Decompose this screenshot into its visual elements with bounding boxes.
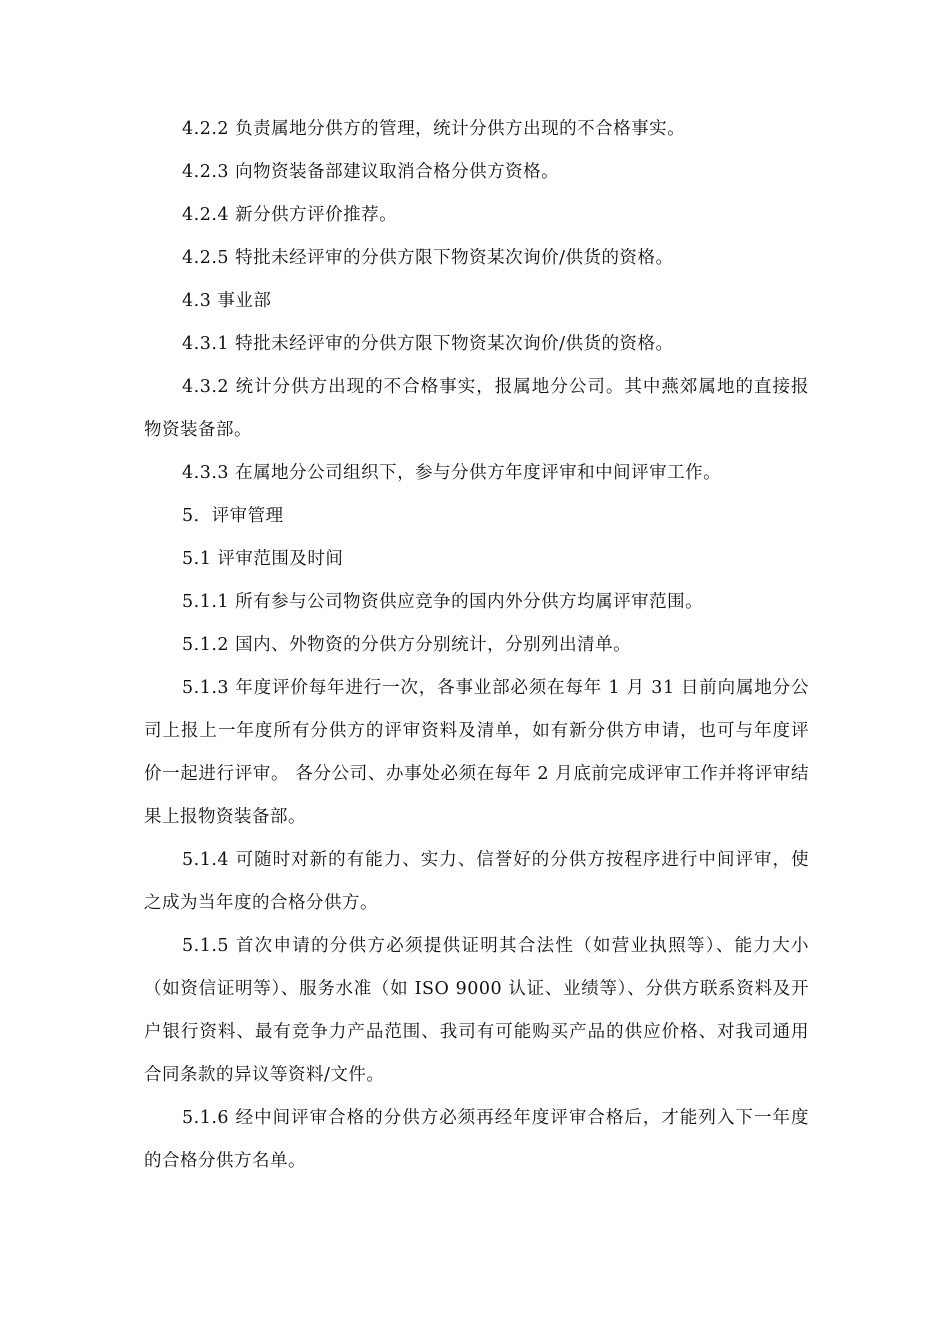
paragraph-4-2-5: 4.2.5 特批未经评审的分供方限下物资某次询价/供货的资格。 [182, 248, 674, 268]
document-body [144, 108, 809, 1183]
paragraph-4-3-1: 4.3.1 特批未经评审的分供方限下物资某次询价/供货的资格。 [182, 334, 674, 354]
paragraph-4-3-2: 4.3.2 统计分供方出现的不合格事实，报属地分公司。其中燕郊属地的直接报物资装备部。 [144, 377, 809, 440]
paragraph-5-1-4: 5.1.4 可随时对新的有能力、实力、信誉好的分供方按程序进行中间评审，使之成为当年度的合格分供方。 [144, 850, 809, 913]
paragraph-5-1-2: 5.1.2 国内、外物资的分供方分别统计，分别列出清单。 [182, 635, 632, 655]
paragraph-5-1-6: 5.1.6 经中间评审合格的分供方必须再经年度评审合格后，才能列入下一年度的合格分供方名单。 [144, 1108, 809, 1171]
paragraph-4-3-3: 4.3.3 在属地分公司组织下，参与分供方年度评审和中间评审工作。 [182, 463, 722, 483]
paragraph-5-1-1: 5.1.1 所有参与公司物资供应竞争的国内外分供方均属评审范围。 [182, 592, 704, 612]
paragraph-5-1-5: 5.1.5 首次申请的分供方必须提供证明其合法性（如营业执照等）、能力大小（如资信证明等）、服务水准（如 ISO 9000 认证、业绩等）、分供方联系资料及开户银行资料、最有竞争力产品范围、我司有可能购买产品的供应价格、对我司通用合同条款的异议等资料/文件。 [144, 936, 809, 1085]
section-heading-5: 5．评审管理 [182, 506, 284, 526]
paragraph-4-2-2: 4.2.2 负责属地分供方的管理，统计分供方出现的不合格事实。 [182, 119, 686, 139]
paragraph-5-1-3: 5.1.3 年度评价每年进行一次，各事业部必须在每年 1 月 31 日前向属地分公司上报上一年度所有分供方的评审资料及清单，如有新分供方申请，也可与年度评价一起进行评审。 各分公司、办事处必须在每年 2 月底前完成评审工作并将评审结果上报物资装备部。 [144, 678, 809, 827]
paragraph-4-2-3: 4.2.3 向物资装备部建议取消合格分供方资格。 [182, 162, 560, 182]
paragraph-4-2-4: 4.2.4 新分供方评价推荐。 [182, 205, 398, 225]
section-heading-5-1: 5.1 评审范围及时间 [182, 549, 344, 569]
section-heading-4-3: 4.3 事业部 [182, 291, 272, 311]
